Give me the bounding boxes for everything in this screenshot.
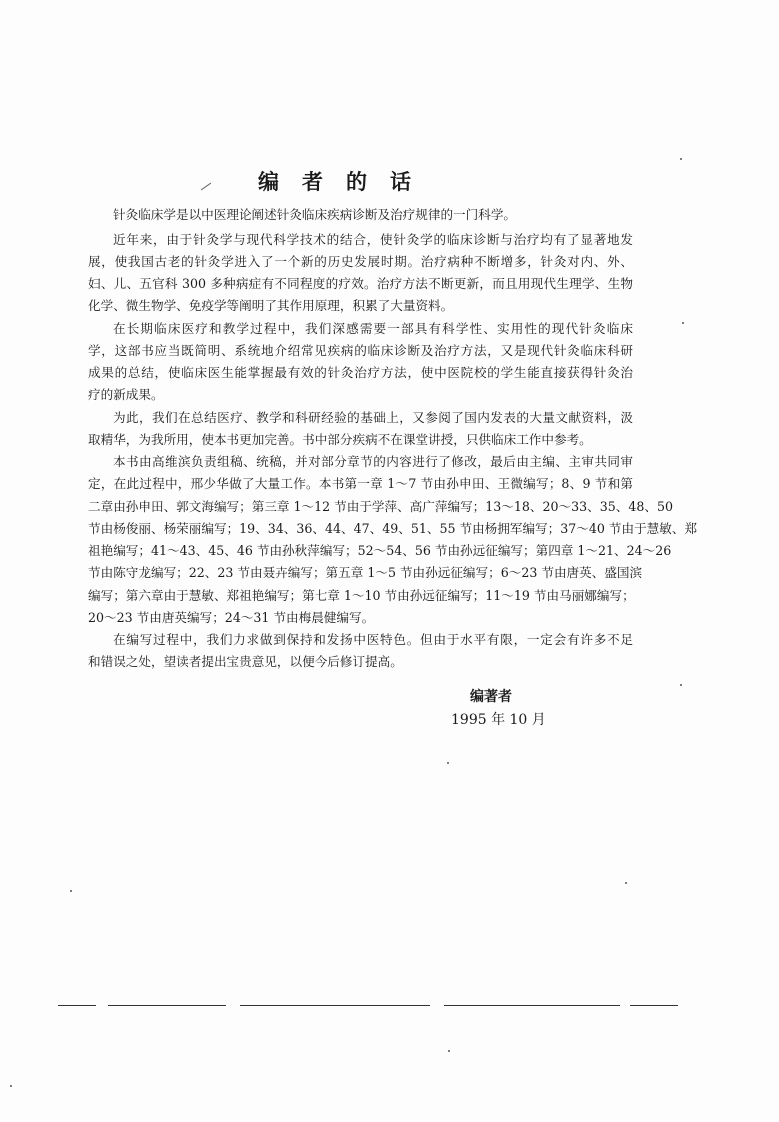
scan-speck xyxy=(682,322,684,324)
text-line: 在长期临床医疗和教学过程中，我们深感需要一部具有科学性、实用性的现代针灸临床 xyxy=(113,321,633,336)
scan-speck xyxy=(625,882,627,884)
text-line: 在编写过程中，我们力求做到保持和发扬中医特色。但由于水平有限，一定会有许多不足 xyxy=(113,632,633,647)
scan-speck xyxy=(70,890,72,892)
text-line: 学，这部书应当既简明、系统地介绍常见疾病的临床诊断及治疗方法，又是现代针灸临床科研 xyxy=(88,343,633,358)
text-line: 成果的总结，使临床医生能掌握最有效的针灸治疗方法，使中医院校的学生能直接获得针灸治 xyxy=(88,365,633,380)
text-line: 二章由孙申田、郭文海编写；第三章 1～12 节由于学萍、高广萍编写；13～18、20～33、35、48、50 xyxy=(88,499,674,514)
text-line: 和错误之处，望读者提出宝贵意见，以便今后修订提高。 xyxy=(88,654,403,669)
text-line: 定，在此过程中，邢少华做了大量工作。本书第一章 1～7 节由孙申田、王微编写；8、9 节和第 xyxy=(88,476,633,491)
text-line: 本书由高维滨负责组稿、统稿，并对部分章节的内容进行了修改，最后由主编、主审共同审 xyxy=(113,454,633,469)
scan-rule xyxy=(630,1005,678,1006)
scan-speck xyxy=(447,762,449,764)
scan-mark xyxy=(201,183,211,191)
text-line: 疗的新成果。 xyxy=(88,387,164,402)
text-line: 近年来，由于针灸学与现代科学技术的结合，使针灸学的临床诊断与治疗均有了显著地发 xyxy=(113,232,633,247)
scan-speck xyxy=(10,1085,12,1087)
text-line: 节由杨俊丽、杨荣丽编写；19、34、36、44、47、49、51、55 节由杨拥军编写；37～40 节由于慧敏、郑 xyxy=(88,521,698,536)
text-line: 为此，我们在总结医疗、教学和科研经验的基础上，又参阅了国内发表的大量文献资料，汲 xyxy=(113,410,633,425)
scan-rule xyxy=(108,1005,226,1006)
scan-rule xyxy=(58,1005,96,1006)
text-line: 化学、微生物学、免疫学等阐明了其作用原理，积累了大量资料。 xyxy=(88,298,454,313)
text-line: 取精华，为我所用，使本书更加完善。书中部分疾病不在课堂讲授，只供临床工作中参考。 xyxy=(88,432,592,447)
scan-rule xyxy=(444,1005,620,1006)
scan-speck xyxy=(680,684,682,686)
text-line: 妇、儿、五官科 300 多种病症有不同程度的疗效。治疗方法不断更新，而且用现代生理学、生物 xyxy=(88,276,633,291)
signature-date: 1995 年 10 月 xyxy=(451,712,546,728)
signature-author: 编著者 xyxy=(470,689,512,705)
text-line: 20～23 节由唐英编写；24～31 节由梅晨健编写。 xyxy=(88,610,375,625)
page-title: 编 者 的 话 xyxy=(258,170,413,194)
scan-rule xyxy=(240,1005,430,1006)
scan-speck xyxy=(680,158,682,160)
text-line: 节由陈守龙编写；22、23 节由聂卉编写；第五章 1～5 节由孙远征编写；6～23 节由唐英、盛国滨 xyxy=(88,565,643,580)
scan-speck xyxy=(448,1050,450,1052)
text-line: 编写；第六章由于慧敏、郑祖艳编写；第七章 1～10 节由孙远征编写；11～19 节由马丽娜编写； xyxy=(88,588,635,603)
text-line: 祖艳编写；41～43、45、46 节由孙秋萍编写；52～54、56 节由孙远征编写；第四章 1～21、24～26 xyxy=(88,543,672,558)
text-line: 展，使我国古老的针灸学进入了一个新的历史发展时期。治疗病种不断增多，针灸对内、外、 xyxy=(88,254,633,269)
text-line: 针灸临床学是以中医理论阐述针灸临床疾病诊断及治疗规律的一门科学。 xyxy=(113,207,516,222)
